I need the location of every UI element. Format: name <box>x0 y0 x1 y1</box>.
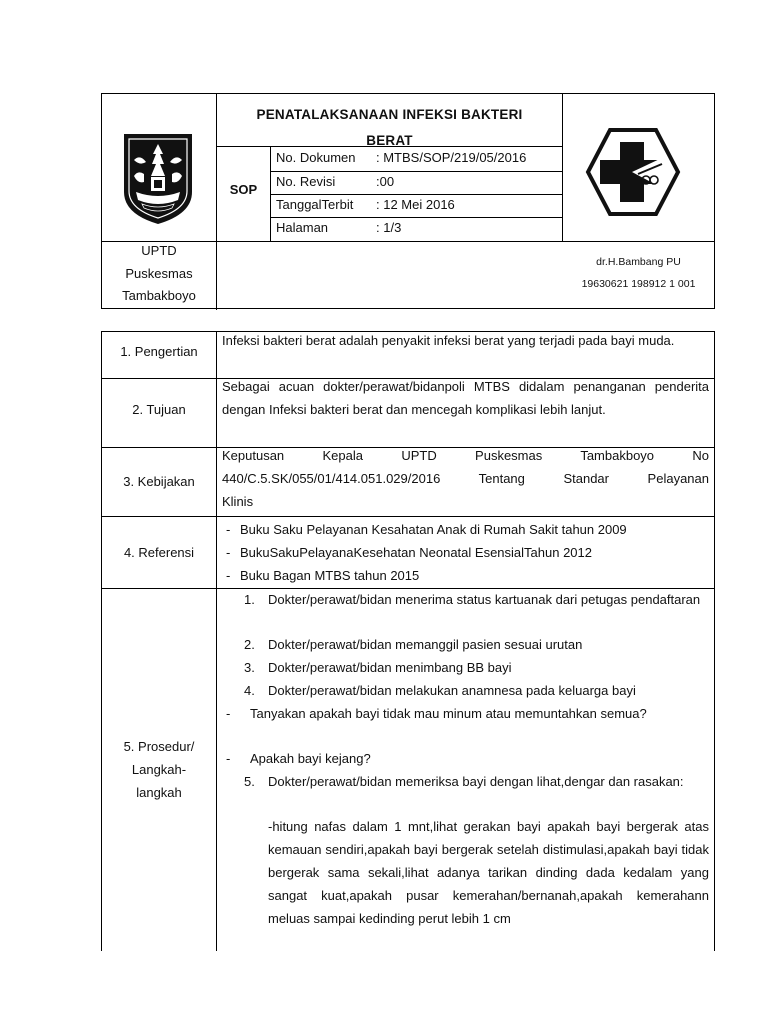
procedure-step <box>244 588 709 611</box>
meta-value: : 1/3 <box>376 220 402 235</box>
central-java-emblem-icon <box>120 130 196 226</box>
organization-name <box>102 240 216 308</box>
step-text: Dokter/perawat/bidan menerima status kartuanak dari petugas pendaftaran <box>268 592 701 607</box>
kebijakan-line: Keputusan Kepala UPTD Puskesmas Tambakboyo No <box>222 448 709 463</box>
organization-line: UPTD <box>141 243 177 258</box>
puskesmas-cross-logo-icon <box>584 126 682 224</box>
step-text: Dokter/perawat/bidan memanggil pasien sesuai urutan <box>268 637 583 652</box>
meta-key: Halaman <box>276 220 329 235</box>
signer-name: dr.H.Bambang PU <box>596 256 681 268</box>
reference-text: BukuSakuPelayanaKesehatan Neonatal EsensialTahun 2012 <box>240 545 592 560</box>
section-text-kebijakan <box>222 444 709 513</box>
section-label-kebijakan: 3. Kebijakan <box>123 474 195 489</box>
signer-id: 19630621 198912 1 001 <box>581 278 696 290</box>
signer-block <box>562 251 715 295</box>
step-number: 1. <box>244 592 255 607</box>
meta-value: : MTBS/SOP/219/05/2016 <box>376 150 527 165</box>
sop-header-table <box>101 93 715 309</box>
sop-content-table: 1. Pengertian Infeksi bakteri berat adalah penyakit infeksi berat yang terjadi pada bayi muda. 2. Tujuan Sebagai acuan dokter/perawat/bidanpoli MTBS didalam penanganan penderita dengan Infeksi bakteri berat dan mencegah komplikasi lebih lanjut. 3. Kebijakan Keputusan Kepala UPTD Puskesmas Tambakboyo No 440/C.5.SK/055/01/414.051.029/2016 Tentang Standar Pelayanan Klinis 4. Referensi - Buku Saku Pelayanan Kesahatan Anak di Rumah Sakit tahun 2009 - BukuSakuPelayanaKesehatan Neonatal EsensialTahun 2012 - Buku Bagan MTBS tahun 2015 5. Prosedur/ Langkah- langkah 1. Dokter/perawat/bidan menerima status kartuanak dari petugas pendaftaran 2. Dokter/perawat/bidan memanggil pasien sesuai urutan 3. Dokter/perawat/bidan menimbang BB bayi 4. Dokter/perawat/bidan melakukan anamnesa pada keluarga bayi - Tanyakan apakah bayi tidak mau minum atau memuntahkan semua? - Apakah bayi kejang? 5. Dokter/perawat/bidan memeriksa bayi dengan lihat,dengar dan rasakan: -hitung nafas dalam 1 mnt,lihat gerakan bayi apakah bayi bergerak atas kemauan sendiri,apakah bayi bergerak setelah distimulasi,apakah bayi tidak bergerak sama sekali,lihat adanya tarikan dinding dada kedalam yang sangat kuat,apakah pusar kemerahan/bernanah,apakah kemerahann meluas sampai kedinding perut lebih 1 cm <box>101 331 715 951</box>
section-text-tujuan: Sebagai acuan dokter/perawat/bidanpoli MTBS didalam penanganan penderita dengan Infeksi bakteri berat dan mencegah komplikasi lebih lanjut. <box>222 379 709 417</box>
step-text: Dokter/perawat/bidan memeriksa bayi dengan lihat,dengar dan rasakan: <box>268 774 684 789</box>
meta-value: : 12 Mei 2016 <box>376 197 455 212</box>
procedure-step <box>244 656 709 679</box>
step-text: Dokter/perawat/bidan menimbang BB bayi <box>268 660 512 675</box>
section-label-prosedur <box>102 735 216 804</box>
procedure-question: - Apakah bayi kejang? <box>222 747 709 770</box>
kebijakan-line: Klinis <box>222 494 254 509</box>
step-number: 4. <box>244 683 255 698</box>
meta-key: No. Dokumen <box>276 150 356 165</box>
sop-label: SOP <box>229 182 258 197</box>
section-text-pengertian: Infeksi bakteri berat adalah penyakit infeksi berat yang terjadi pada bayi muda. <box>222 333 675 348</box>
meta-key: TanggalTerbit <box>276 197 354 212</box>
organization-line: Tambakboyo <box>122 288 196 303</box>
question-text: Tanyakan apakah bayi tidak mau minum atau memuntahkan semua? <box>250 706 647 721</box>
prosedur-label-line: 5. Prosedur/ <box>123 739 195 754</box>
section-label-pengertian: 1. Pengertian <box>120 344 198 359</box>
step-number: 3. <box>244 660 255 675</box>
section-label-referensi: 4. Referensi <box>123 545 195 560</box>
step5-detail-text: -hitung nafas dalam 1 mnt,lihat gerakan bayi apakah bayi bergerak atas kemauan sendiri,apakah bayi bergerak setelah distimulasi,apakah bayi tidak bergerak sama sekali,lihat adanya tarikan dinding dada kedalam yang sangat kuat,apakah pusar kemerahan/bernanah,apakah kemerahann meluas sampai kedinding perut lebih 1 cm <box>268 819 709 926</box>
reference-text: Buku Bagan MTBS tahun 2015 <box>240 568 420 583</box>
meta-value: :00 <box>376 174 395 189</box>
prosedur-label-line: Langkah- <box>131 762 187 777</box>
document-title-line1: PENATALAKSANAAN INFEKSI BAKTERI <box>256 107 523 122</box>
question-text: Apakah bayi kejang? <box>250 751 371 766</box>
procedure-step <box>244 633 709 656</box>
procedure-step <box>244 770 709 793</box>
section-label-tujuan: 2. Tujuan <box>132 402 186 417</box>
step-text: Dokter/perawat/bidan melakukan anamnesa pada keluarga bayi <box>268 683 636 698</box>
organization-line: Puskesmas <box>125 265 193 281</box>
procedure-step <box>244 679 709 702</box>
procedure-question: - Tanyakan apakah bayi tidak mau minum atau memuntahkan semua? <box>222 702 709 725</box>
meta-key: No. Revisi <box>276 174 336 189</box>
kebijakan-line: 440/C.5.SK/055/01/414.051.029/2016 Tentang Standar Pelayanan <box>222 471 709 486</box>
step-number: 2. <box>244 637 255 652</box>
step-number: 5. <box>244 774 255 789</box>
document-title <box>217 102 562 154</box>
prosedur-label-line: langkah <box>136 785 182 800</box>
reference-text: Buku Saku Pelayanan Kesahatan Anak di Rumah Sakit tahun 2009 <box>240 522 627 537</box>
document-title-line2: BERAT <box>366 133 413 148</box>
